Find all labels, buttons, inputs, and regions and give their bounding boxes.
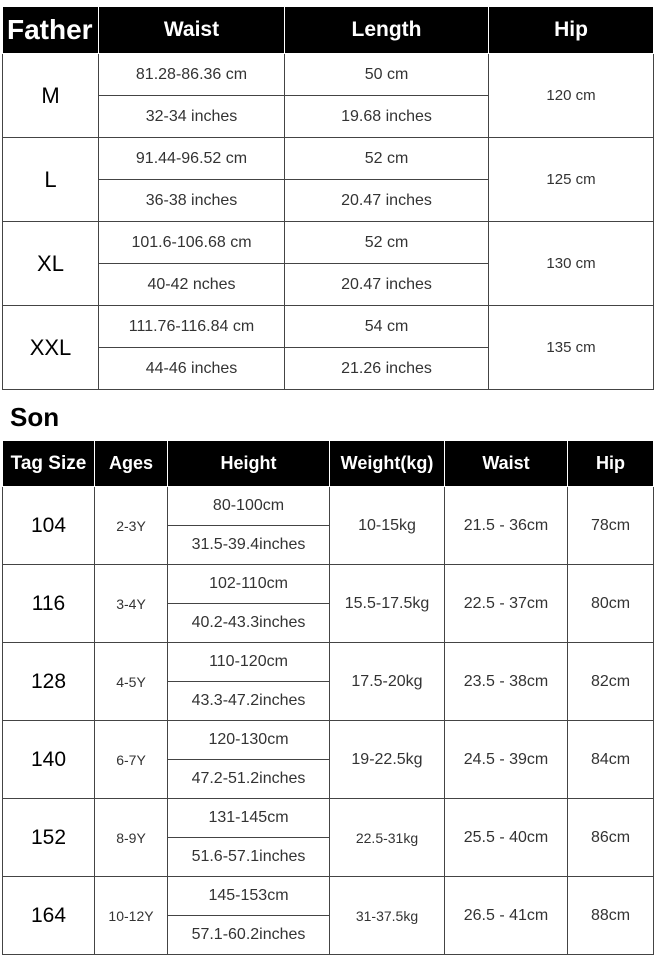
length-inches: 20.47 inches xyxy=(285,264,489,306)
waist-inches: 36-38 inches xyxy=(99,180,285,222)
table-row xyxy=(3,222,654,264)
length-cm: 52 cm xyxy=(285,222,489,264)
height-cm: 102-110cm xyxy=(168,565,330,604)
tag-size: 140 xyxy=(3,721,95,799)
size-label: M xyxy=(3,54,99,138)
waist-range: 25.5 - 40cm xyxy=(445,799,568,877)
height-cm: 120-130cm xyxy=(168,721,330,760)
hip-value: 120 cm xyxy=(489,54,654,138)
height-inches: 43.3-47.2inches xyxy=(168,682,330,721)
waist-range: 24.5 - 39cm xyxy=(445,721,568,799)
weight-range: 17.5-20kg xyxy=(330,643,445,721)
height-inches: 57.1-60.2inches xyxy=(168,916,330,955)
header-tag-size: Tag Size xyxy=(3,441,95,487)
size-label: XXL xyxy=(3,306,99,390)
table-row xyxy=(3,138,654,180)
age-range: 8-9Y xyxy=(95,799,168,877)
waist-cm: 111.76-116.84 cm xyxy=(99,306,285,348)
header-height: Height xyxy=(168,441,330,487)
header-waist: Waist xyxy=(445,441,568,487)
table-row xyxy=(3,799,654,838)
hip-value: 86cm xyxy=(568,799,654,877)
height-inches: 51.6-57.1inches xyxy=(168,838,330,877)
weight-range: 19-22.5kg xyxy=(330,721,445,799)
header-hip: Hip xyxy=(489,7,654,54)
length-cm: 50 cm xyxy=(285,54,489,96)
height-cm: 131-145cm xyxy=(168,799,330,838)
age-range: 10-12Y xyxy=(95,877,168,955)
height-inches: 47.2-51.2inches xyxy=(168,760,330,799)
length-cm: 52 cm xyxy=(285,138,489,180)
height-inches: 40.2-43.3inches xyxy=(168,604,330,643)
weight-range: 15.5-17.5kg xyxy=(330,565,445,643)
waist-inches: 32-34 inches xyxy=(99,96,285,138)
waist-cm: 101.6-106.68 cm xyxy=(99,222,285,264)
hip-value: 130 cm xyxy=(489,222,654,306)
waist-range: 22.5 - 37cm xyxy=(445,565,568,643)
waist-cm: 91.44-96.52 cm xyxy=(99,138,285,180)
table-row xyxy=(3,721,654,760)
tag-size: 164 xyxy=(3,877,95,955)
length-cm: 54 cm xyxy=(285,306,489,348)
header-length: Length xyxy=(285,7,489,54)
waist-inches: 40-42 nches xyxy=(99,264,285,306)
hip-value: 80cm xyxy=(568,565,654,643)
hip-value: 135 cm xyxy=(489,306,654,390)
waist-cm: 81.28-86.36 cm xyxy=(99,54,285,96)
waist-inches: 44-46 inches xyxy=(99,348,285,390)
header-waist: Waist xyxy=(99,7,285,54)
hip-value: 88cm xyxy=(568,877,654,955)
weight-range: 10-15kg xyxy=(330,487,445,565)
waist-range: 26.5 - 41cm xyxy=(445,877,568,955)
table-row xyxy=(3,877,654,916)
age-range: 2-3Y xyxy=(95,487,168,565)
tag-size: 152 xyxy=(3,799,95,877)
length-inches: 20.47 inches xyxy=(285,180,489,222)
table-row xyxy=(3,54,654,96)
hip-value: 82cm xyxy=(568,643,654,721)
waist-range: 21.5 - 36cm xyxy=(445,487,568,565)
height-cm: 110-120cm xyxy=(168,643,330,682)
table-row xyxy=(3,643,654,682)
height-cm: 80-100cm xyxy=(168,487,330,526)
size-label: XL xyxy=(3,222,99,306)
header-weight: Weight(kg) xyxy=(330,441,445,487)
waist-range: 23.5 - 38cm xyxy=(445,643,568,721)
length-inches: 21.26 inches xyxy=(285,348,489,390)
header-hip: Hip xyxy=(568,441,654,487)
weight-range: 22.5-31kg xyxy=(330,799,445,877)
hip-value: 125 cm xyxy=(489,138,654,222)
weight-range: 31-37.5kg xyxy=(330,877,445,955)
father-size-table xyxy=(2,6,654,390)
age-range: 4-5Y xyxy=(95,643,168,721)
tag-size: 116 xyxy=(3,565,95,643)
tag-size: 128 xyxy=(3,643,95,721)
hip-value: 78cm xyxy=(568,487,654,565)
height-cm: 145-153cm xyxy=(168,877,330,916)
hip-value: 84cm xyxy=(568,721,654,799)
header-ages: Ages xyxy=(95,441,168,487)
age-range: 6-7Y xyxy=(95,721,168,799)
age-range: 3-4Y xyxy=(95,565,168,643)
table-row xyxy=(3,306,654,348)
father-header: Father xyxy=(3,7,99,54)
son-section-title: Son xyxy=(10,402,60,432)
length-inches: 19.68 inches xyxy=(285,96,489,138)
table-row xyxy=(3,487,654,526)
size-label: L xyxy=(3,138,99,222)
table-row xyxy=(3,565,654,604)
son-size-table xyxy=(2,440,654,955)
height-inches: 31.5-39.4inches xyxy=(168,526,330,565)
tag-size: 104 xyxy=(3,487,95,565)
